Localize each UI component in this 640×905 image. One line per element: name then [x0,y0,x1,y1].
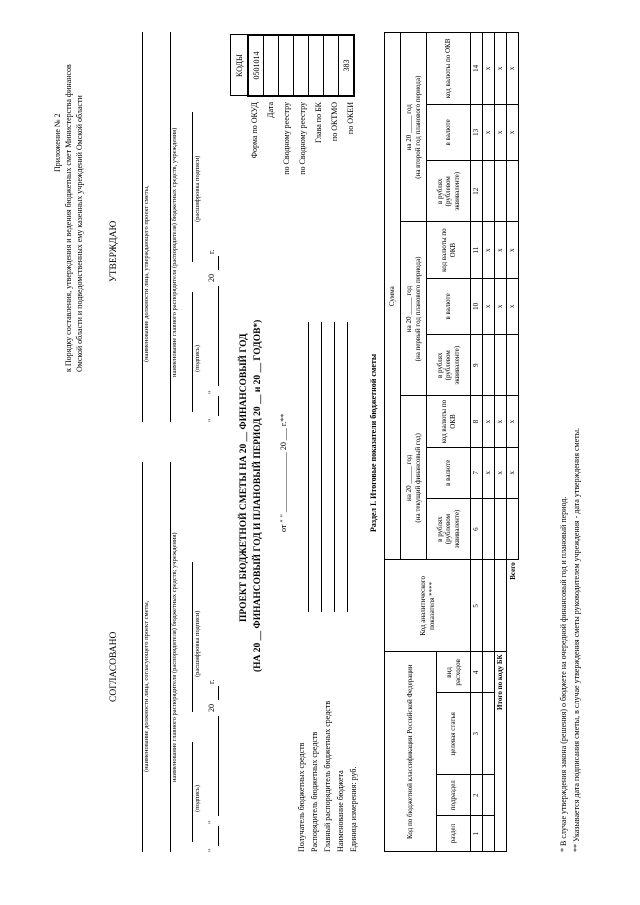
year-header-1: на 20 _____ год (на текущий финансовый год) [401,396,427,560]
approved-line-day [218,396,219,416]
agreed-year-prefix: 20 [207,704,216,712]
x-mark: х [495,222,507,278]
approved-caption-org: наименование главного распорядителя (распорядителя) бюджетных средств, учреждения) [171,127,178,377]
x-mark: х [507,104,519,160]
itogo-label: Итого по коду БК [495,652,507,852]
agreed-line-decode [192,562,193,712]
x-mark: х [483,33,495,105]
field-recipient-line [308,322,309,612]
sub-rub-2: в рублях (рублевом эквиваленте) [427,335,471,396]
codes-header: КОДЫ [231,35,249,96]
approved-caption-position: (наименование должности лица, утверждающего проект сметы, [143,185,150,362]
sub-cur-2: в валюте [427,278,471,334]
footnote-2: ** Указывается дата подписания сметы, в случае утверждения сметы руководителем учреждения - дата утверждения сметы. [572,427,581,852]
approved-line-year [218,256,219,270]
x-mark: х [483,396,495,447]
sub-cur-3: в валюте [427,104,471,160]
code-label-oktmo: по ОКТМО [330,102,339,142]
year-header-3: на 20 _____ год (на второй год планового периода) [401,33,427,222]
x-mark: х [507,222,519,278]
agreed-quote-close: " [207,820,216,824]
appendix-line-1: Приложение № 2 [53,113,62,172]
x-mark: х [507,447,519,498]
bk-col-statya: целевая статья [437,693,471,775]
col-num: 5 [471,560,483,652]
codes-table [230,34,355,97]
x-mark: х [483,222,495,278]
itogo-row [495,33,507,852]
field-main-distributor: Главный распорядитель бюджетных средств [323,700,332,852]
col-num: 10 [471,278,483,334]
col-num: 4 [471,652,483,693]
sub-okv-2: код валюты по ОКВ [427,222,471,278]
agreed-caption-sign: (подпись) [194,785,201,812]
title-line-1: ПРОЕКТ БЮДЖЕТНОЙ СМЕТЫ НА 20 __ ФИНАНСОВЫЙ ГОД [239,333,249,622]
agreed-heading: СОГЛАСОВАНО [109,631,119,702]
col-num: 13 [471,104,483,160]
code-label-reestr-2: по Сводному реестру [298,102,307,175]
title-line-2: (НА 20 __ ФИНАНСОВЫЙ ГОД И ПЛАНОВЫЙ ПЕРИОД 20 __ и 20 __ ГОДОВ*) [253,319,263,672]
x-mark: х [507,33,519,105]
field-budget-name-line [347,322,348,612]
field-recipient: Получатель бюджетных средств [297,742,306,852]
bk-col-vid: вид расходов [437,652,471,693]
col-num: 3 [471,693,483,775]
field-budget-name: Наименование бюджета [336,770,345,852]
x-mark: х [495,278,507,334]
agreed-year-suffix: г. [207,679,216,684]
x-mark: х [483,447,495,498]
footnote-1: * В случае утверждения закона (решения) о бюджете на очередной финансовый год и плановый период. [559,496,568,852]
col-num: 1 [471,816,483,852]
approved-line-month [218,286,219,386]
x-mark: х [483,104,495,160]
code-reestr-2 [294,35,309,96]
x-mark: х [507,278,519,334]
code-label-reestr-1: по Сводному реестру [282,102,291,175]
x-mark: х [495,447,507,498]
vsego-row [507,33,519,852]
code-okei: 383 [339,35,355,96]
approved-line-sign [192,292,193,412]
vsego-label: Всего [507,560,519,852]
col-num: 6 [471,498,483,559]
title-date-line: от " " _______________ 20 ___ г.** [279,413,288,532]
field-distributor: Распорядитель бюджетных средств [310,731,319,852]
col-num: 8 [471,396,483,447]
col-num: 12 [471,161,483,222]
agreed-caption-decode: (расшифровка подписи) [194,610,201,677]
approved-line-decode [192,112,193,262]
approved-quote-open: " [207,418,216,422]
x-mark: х [483,278,495,334]
column-numbers-row [471,33,483,852]
x-mark: х [495,396,507,447]
budget-table [384,32,519,852]
sub-okv-1: код валюты по ОКВ [427,396,471,447]
col-num: 9 [471,335,483,396]
code-label-okud: Форма по ОКУД [250,102,259,159]
appendix-line-3: Омской области и подведомственных ему казенных учреждений Омской области [75,95,84,372]
agreed-line-year [218,686,219,700]
agreed-quote-open: " [207,848,216,852]
approved-year-prefix: 20 [207,274,216,282]
appendix-line-2: к Порядку составления, утверждения и ведения бюджетных смет Министерства финансов [64,64,73,372]
code-okud: 0501014 [248,35,264,96]
code-oktmo [324,35,339,96]
table-row [483,33,495,852]
approved-caption-sign: (подпись) [194,345,201,372]
bk-header: Код по бюджетной классификации Российской Федерации [385,652,437,852]
x-mark: х [507,396,519,447]
col-num: 14 [471,33,483,105]
approved-year-suffix: г. [207,249,216,254]
col-num: 7 [471,447,483,498]
agreed-line-sign [192,742,193,842]
rotated-form [40,22,600,862]
agreed-line-month [218,716,219,816]
sub-rub-1: в рублях (рублевом эквиваленте) [427,498,471,559]
sub-rub-3: в рублях (рублевом эквиваленте) [427,161,471,222]
field-distributor-line [321,322,322,612]
agreed-line-day [218,826,219,846]
sub-okv-3: код валюты по ОКВ [427,33,471,105]
bk-col-podrazdel: подраздел [437,775,471,816]
code-label-date: Дата [266,102,275,118]
field-main-distributor-line [334,322,335,612]
code-reestr-1 [279,35,294,96]
sub-cur-1: в валюте [427,447,471,498]
year-header-2: на 20 _____ год (на первый год планового периода) [401,222,427,396]
sum-header: Сумма [385,33,401,560]
analytic-header: Код аналитического показателя **** [385,560,471,652]
approved-heading: УТВЕРЖДАЮ [109,220,119,282]
x-mark: х [495,33,507,105]
code-date [264,35,279,96]
field-unit: Единица измерения: руб. [349,766,358,852]
code-glava [309,35,324,96]
agreed-caption-position: (наименование должности лица, согласующего проект сметы, [143,600,150,772]
approved-caption-decode: (расшифровка подписи) [194,155,201,222]
section-title: Раздел I. Итоговые показатели бюджетной сметы [369,353,378,532]
col-num: 2 [471,775,483,816]
code-label-okei: по ОКЕИ [346,102,355,135]
agreed-caption-org: наименование главного распорядителя (распорядителя) бюджетных средств; учреждения) [171,532,178,782]
code-label-glava: Глава по БК [314,102,323,143]
approved-quote-close: " [207,390,216,394]
x-mark: х [495,104,507,160]
bk-col-razdel: раздел [437,816,471,852]
col-num: 11 [471,222,483,278]
